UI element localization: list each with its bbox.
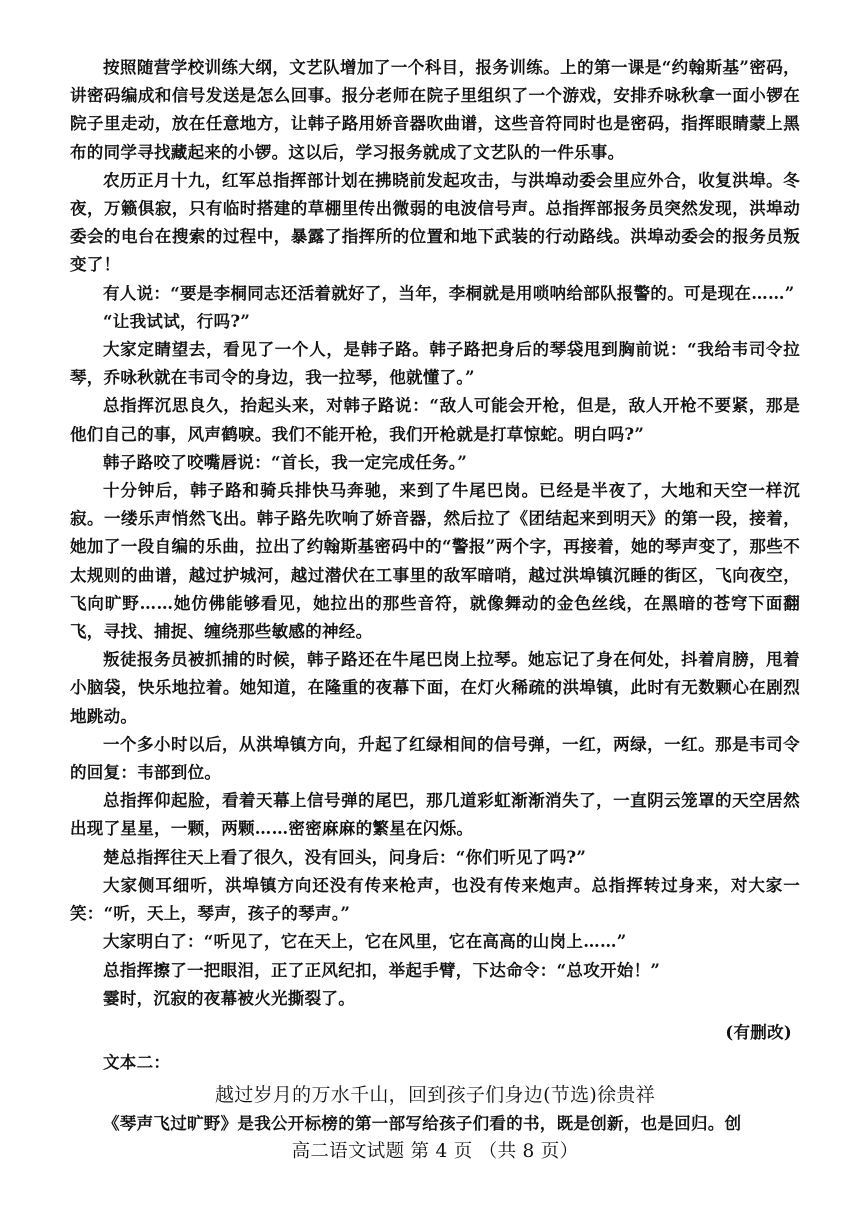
- paragraph: 大家明白了：“听见了，它在天上，它在风里，它在高高的山岗上……”: [103, 932, 627, 952]
- paragraph: 一个多小时以后，从洪埠镇方向，升起了红绿相间的信号弹，一红，两绿，一红。那是韦司令的回复：韦部到位。: [70, 734, 800, 783]
- paragraph: 总指挥沉思良久，抬起头来，对韩子路说：“敌人可能会开枪，但是，敌人开枪不要紧，那是他们自己的事，风声鹤唳。我们不能开枪，我们开枪就是打草惊蛇。明白吗?”: [70, 396, 800, 444]
- paragraph: 韩子路咬了咬嘴唇说：“首长，我一定完成任务。”: [103, 452, 468, 472]
- text2-label: 文本二：: [103, 1053, 171, 1073]
- text2-title: 越过岁月的万水千山，回到孩子们身边(节选)徐贵祥: [214, 1084, 656, 1107]
- paragraph: 按照随营学校训练大纲，文艺队增加了一个科目，报务训练。上的第一课是“约翰斯基”密码，讲密码编成和信号发送是怎么回事。报分老师在院子里组织了一个游戏，安排乔咏秋拿一面小锣在院子里走动，放在任意地方，让韩子路用娇音器吹曲谱，这些音符同时也是密码，指挥眼睛蒙上黑布的同学寻找藏起来的小锣。这以后，学习报务就成了文艺队的一件乐事。: [70, 58, 800, 162]
- paragraph: 大家定睛望去，看见了一个人，是韩子路。韩子路把身后的琴袋甩到胸前说：“我给韦司令拉琴，乔咏秋就在韦司令的身边，我一拉琴，他就懂了。”: [70, 340, 800, 388]
- paragraph: 十分钟后，韩子路和骑兵排快马奔驰，来到了牛尾巴岗。已经是半夜了，大地和天空一样沉寂。一缕乐声悄然飞出。韩子路先吹响了娇音器，然后拉了《团结起来到明天》的第一段，接着，她加了一段自编的乐曲，拉出了约翰斯基密码中的“警报”两个字，再接着，她的琴声变了，那些不太规则的曲谱，越过护城河，越过潜伏在工事里的敌军暗哨，越过洪埠镇沉睡的街区，飞向夜空，飞向旷野……她仿佛能够看见，她拉出的那些音符，就像舞动的金色丝线，在黑暗的苍穹下面翻飞，寻找、捕捉、缠绕那些敏感的神经。: [70, 481, 800, 642]
- paragraph: 楚总指挥往天上看了很久，没有回头，问身后：“你们听见了吗?”: [103, 847, 587, 867]
- paragraph: 大家侧耳细听，洪埠镇方向还没有传来枪声，也没有传来炮声。总指挥转过身来，对大家一笑：“听，天上，琴声，孩子的琴声。”: [70, 875, 800, 924]
- paragraph: 总指挥擦了一把眼泪，正了正风纪扣，举起手臂，下达命令：“总攻开始！”: [103, 960, 661, 980]
- passage-text: [70, 54, 800, 1166]
- text2-first-line: 《琴声飞过旷野》是我公开标榜的第一部写给孩子们看的书，既是创新，也是回归。创: [103, 1113, 742, 1133]
- paragraph: 有人说：“要是李桐同志还活着就好了，当年，李桐就是用唢呐给部队报警的。可是现在……”: [103, 283, 795, 303]
- paragraph: 总指挥仰起脸，看着天幕上信号弹的尾巴，那几道彩虹渐渐消失了，一直阴云笼罩的天空居然出现了星星，一颗，两颗……密密麻麻的繁星在闪烁。: [70, 791, 800, 839]
- paragraph: 叛徒报务员被抓捕的时候，韩子路还在牛尾巴岗上拉琴。她忘记了身在何处，抖着肩膀，甩着小脑袋，快乐地拉着。她知道，在隆重的夜幕下面，在灯火稀疏的洪埠镇，此时有无数颗心在剧烈地跳动。: [70, 650, 800, 726]
- paragraph: 霎时，沉寂的夜幕被火光撕裂了。: [103, 988, 355, 1008]
- paragraph: “让我试试，行吗?”: [103, 311, 251, 331]
- paragraph: 农历正月十九，红军总指挥部计划在拂晓前发起攻击，与洪埠动委会里应外合，收复洪埠。冬夜，万籁俱寂，只有临时搭建的草棚里传出微弱的电波信号声。总指挥部报务员突然发现，洪埠动委会的电台在搜索的过程中，暴露了指挥所的位置和地下武装的行动路线。洪埠动委会的报务员叛变了！: [70, 170, 800, 275]
- page-footer: 高二语文试题 第 4 页 （共 8 页）: [291, 1140, 579, 1162]
- edit-note: (有删改): [725, 1022, 792, 1042]
